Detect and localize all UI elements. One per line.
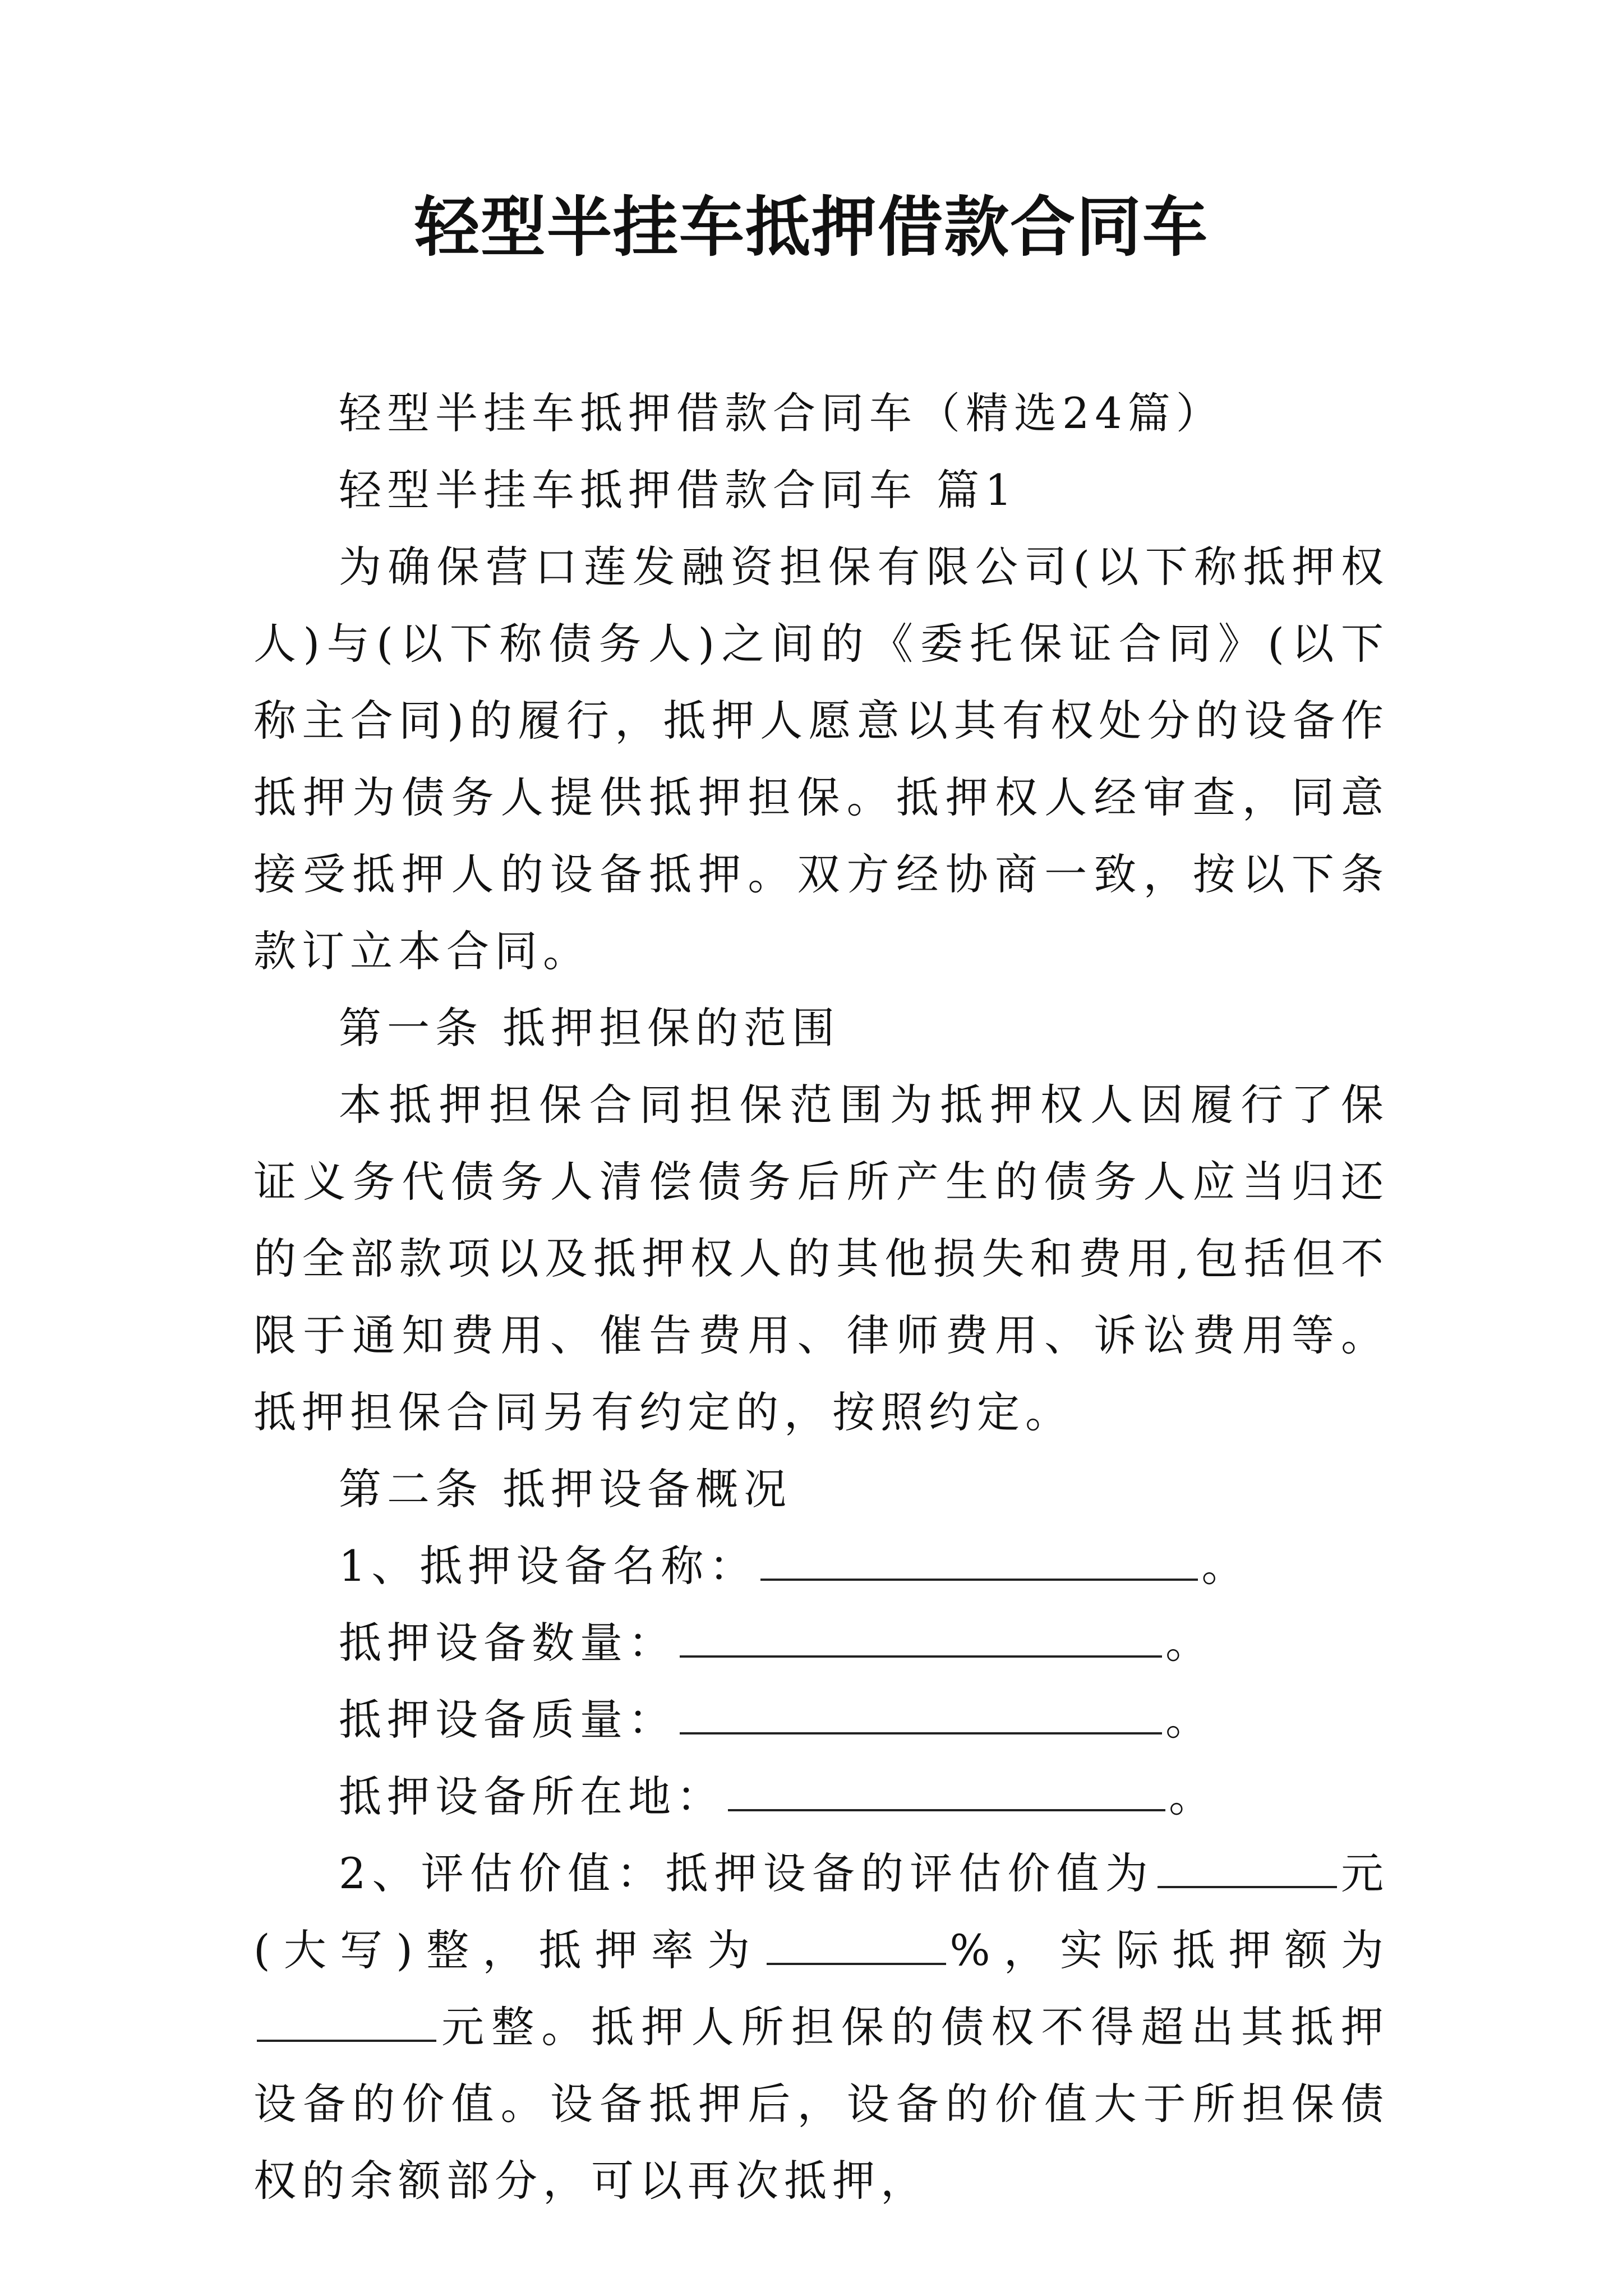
intro-paragraph: 为确保营口莲发融资担保有限公司(以下称抵押权人)与(以下称债务人)之间的《委托保证合同》(以下称主合同)的履行，抵押人愿意以其有权处分的设备作抵押为债务人提供抵押担保。抵押权人经审查，同意接受抵押人的设备抵押。双方经协商一致，按以下条款订立本合同。 [253, 542, 1389, 976]
valuation-text-4: 元整。抵押人所担保的债权不得超出其抵押设备的价值。设备抵押后，设备的价值大于所担保债权的余额部分，可以再次抵押， [253, 2002, 1389, 2206]
document-body [253, 375, 1389, 2219]
period: 。 [1201, 1541, 1250, 1591]
document-subtitle: 轻型半挂车抵押借款合同车（精选24篇） [339, 388, 1224, 438]
period: 。 [1169, 1772, 1217, 1821]
document-title: 轻型半挂车抵押借款合同车 [414, 189, 1209, 265]
period: 。 [1165, 1695, 1214, 1745]
actual-amount-blank[interactable] [257, 2000, 436, 2042]
valuation-text-1: 2、评估价值：抵押设备的评估价值为 [339, 1848, 1154, 1898]
period: 。 [1165, 1618, 1214, 1668]
valuation-paragraph [253, 1835, 1389, 2219]
equipment-location-blank[interactable] [728, 1770, 1165, 1811]
equipment-location-label: 抵押设备所在地： [339, 1772, 725, 1821]
article-1-text: 本抵押担保合同担保范围为抵押权人因履行了保证义务代债务人清偿债务后所产生的债务人应当归还的全部款项以及抵押权人的其他损失和费用,包括但不限于通知费用、催告费用、律师费用、诉讼费用等。抵押担保合同另有约定的，按照约定。 [253, 1080, 1389, 1437]
equipment-quality-blank[interactable] [680, 1693, 1162, 1734]
equipment-name-line [253, 1527, 1389, 1604]
section-heading: 轻型半挂车抵押借款合同车 篇1 [339, 465, 1018, 515]
equipment-quantity-line [253, 1604, 1389, 1681]
mortgage-rate-blank[interactable] [767, 1924, 946, 1965]
equipment-name-label: 1、抵押设备名称： [339, 1541, 758, 1591]
equipment-quality-line [253, 1681, 1389, 1758]
equipment-quality-label: 抵押设备质量： [339, 1695, 676, 1745]
article-2-title: 第二条 抵押设备概况 [339, 1464, 792, 1514]
equipment-quantity-blank[interactable] [680, 1616, 1162, 1658]
article-1-title: 第一条 抵押担保的范围 [339, 1003, 841, 1053]
equipment-location-line [253, 1758, 1389, 1835]
equipment-quantity-label: 抵押设备数量： [339, 1618, 676, 1668]
valuation-text-3: %，实际抵押额为 [949, 1925, 1389, 1975]
equipment-name-blank[interactable] [760, 1539, 1198, 1581]
valuation-amount-blank[interactable] [1158, 1847, 1337, 1888]
valuation-text-2: 元(大写)整，抵押率为 [253, 1848, 1390, 1975]
